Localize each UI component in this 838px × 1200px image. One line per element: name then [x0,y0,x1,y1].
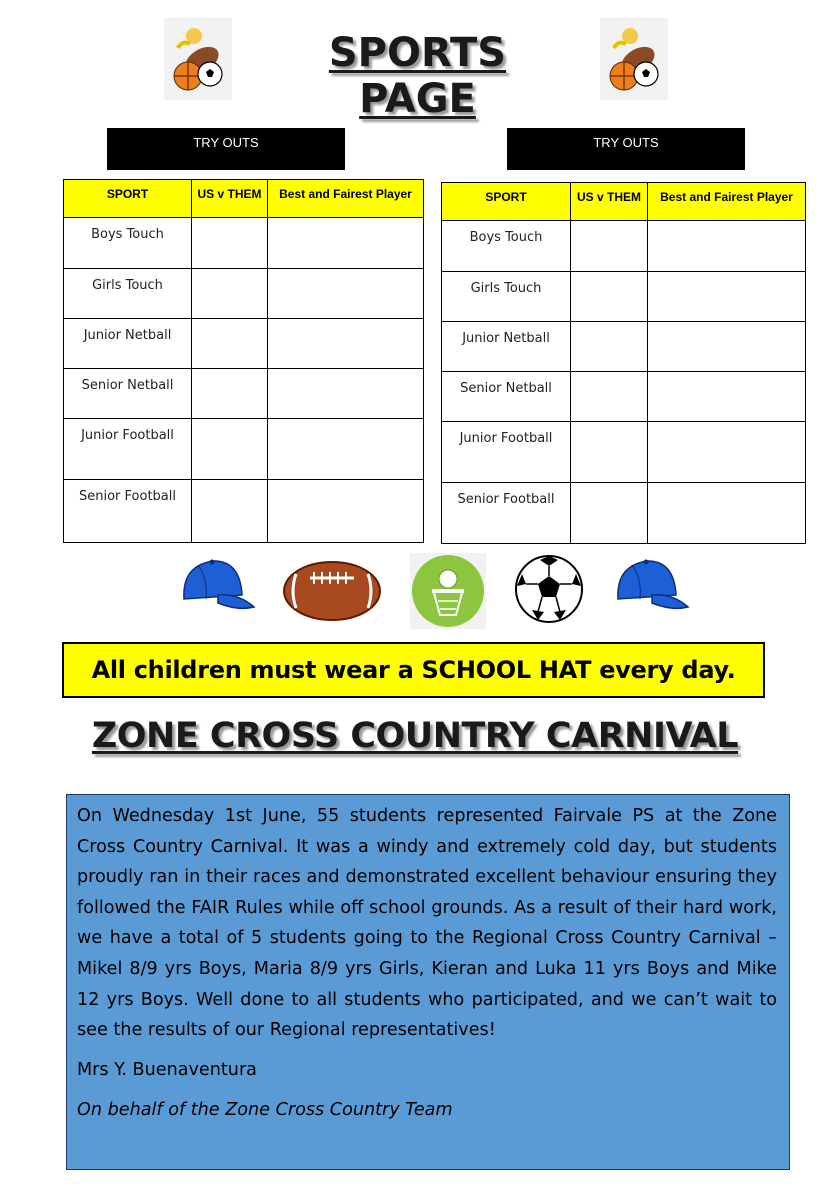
article-behalf: On behalf of the Zone Cross Country Team [77,1099,453,1120]
us-v-them-cell [192,369,268,419]
table-row [64,480,424,543]
school-hat-notice: All children must wear a SCHOOL HAT every day. [62,642,765,698]
cap-icon [178,555,256,617]
table-row [442,483,806,544]
table-row [442,322,806,372]
best-and-fairest-cell [268,480,424,543]
tryouts-label: TRY OUTS [107,128,345,170]
netball-hoop-icon [410,553,486,629]
table-row [64,218,424,269]
sport-cell: Boys Touch [442,221,571,272]
us-v-them-cell [571,483,648,544]
cap-icon [612,555,690,617]
sports-balls-icon [600,18,668,100]
sport-cell: Junior Netball [442,322,571,372]
best-and-fairest-cell [268,319,424,369]
table-row [64,319,424,369]
us-v-them-cell [192,480,268,543]
sport-cell: Girls Touch [64,269,192,319]
us-v-them-cell [192,319,268,369]
us-v-them-cell [192,218,268,269]
column-header-sport: SPORT [64,180,192,218]
table-row [64,419,424,480]
sport-cell: Senior Football [442,483,571,544]
us-v-them-cell [192,269,268,319]
us-v-them-cell [571,272,648,322]
carnival-article [66,794,790,1170]
us-v-them-cell [571,422,648,483]
sport-cell: Senior Netball [64,369,192,419]
page-title: SPORTS PAGE [328,30,507,122]
table-row [442,422,806,483]
table-row [442,272,806,322]
sport-cell: Girls Touch [442,272,571,322]
sports-balls-icon [164,18,232,100]
us-v-them-cell [571,322,648,372]
column-header-best-and-fairest: Best and Fairest Player [268,180,424,218]
column-header-us-v-them: US v THEM [192,180,268,218]
sport-cell: Senior Netball [442,372,571,422]
article-body: On Wednesday 1st June, 55 students represented Fairvale PS at the Zone Cross Country Carnival. It was a windy and extremely cold day, but students proudly ran in their races and demonstrated excellent behaviour ensuring they followed the FAIR Rules while off school grounds. As a result of their hard work, we have a total of 5 students going to the Regional Cross Country Carnival – Mikel 8/9 yrs Boys, Maria 8/9 yrs Girls, Kieran and Luka 11 yrs Boys and Mike 12 yrs Boys. Well done to all students who participated, and we can’t wait to see the results of our Regional representatives! [77,806,777,1041]
best-and-fairest-cell [648,483,806,544]
tryouts-table-right [441,182,806,544]
sport-cell: Junior Football [442,422,571,483]
table-row [442,221,806,272]
table-row [64,269,424,319]
best-and-fairest-cell [648,272,806,322]
sport-cell: Boys Touch [64,218,192,269]
football-icon [282,560,382,622]
tryouts-table-left [63,179,424,543]
sport-cell: Junior Football [64,419,192,480]
article-signature: Mrs Y. Buenaventura [77,1059,257,1080]
column-header-us-v-them: US v THEM [571,183,648,221]
us-v-them-cell [571,221,648,272]
best-and-fairest-cell [648,221,806,272]
best-and-fairest-cell [268,419,424,480]
best-and-fairest-cell [268,269,424,319]
best-and-fairest-cell [268,218,424,269]
tryouts-label: TRY OUTS [507,128,745,170]
us-v-them-cell [571,372,648,422]
best-and-fairest-cell [268,369,424,419]
sport-cell: Junior Netball [64,319,192,369]
soccer-ball-icon [514,554,584,624]
carnival-heading: ZONE CROSS COUNTRY CARNIVAL [91,716,739,756]
sport-cell: Senior Football [64,480,192,543]
column-header-best-and-fairest: Best and Fairest Player [648,183,806,221]
best-and-fairest-cell [648,322,806,372]
column-header-sport: SPORT [442,183,571,221]
table-row [64,369,424,419]
us-v-them-cell [192,419,268,480]
best-and-fairest-cell [648,422,806,483]
best-and-fairest-cell [648,372,806,422]
table-row [442,372,806,422]
